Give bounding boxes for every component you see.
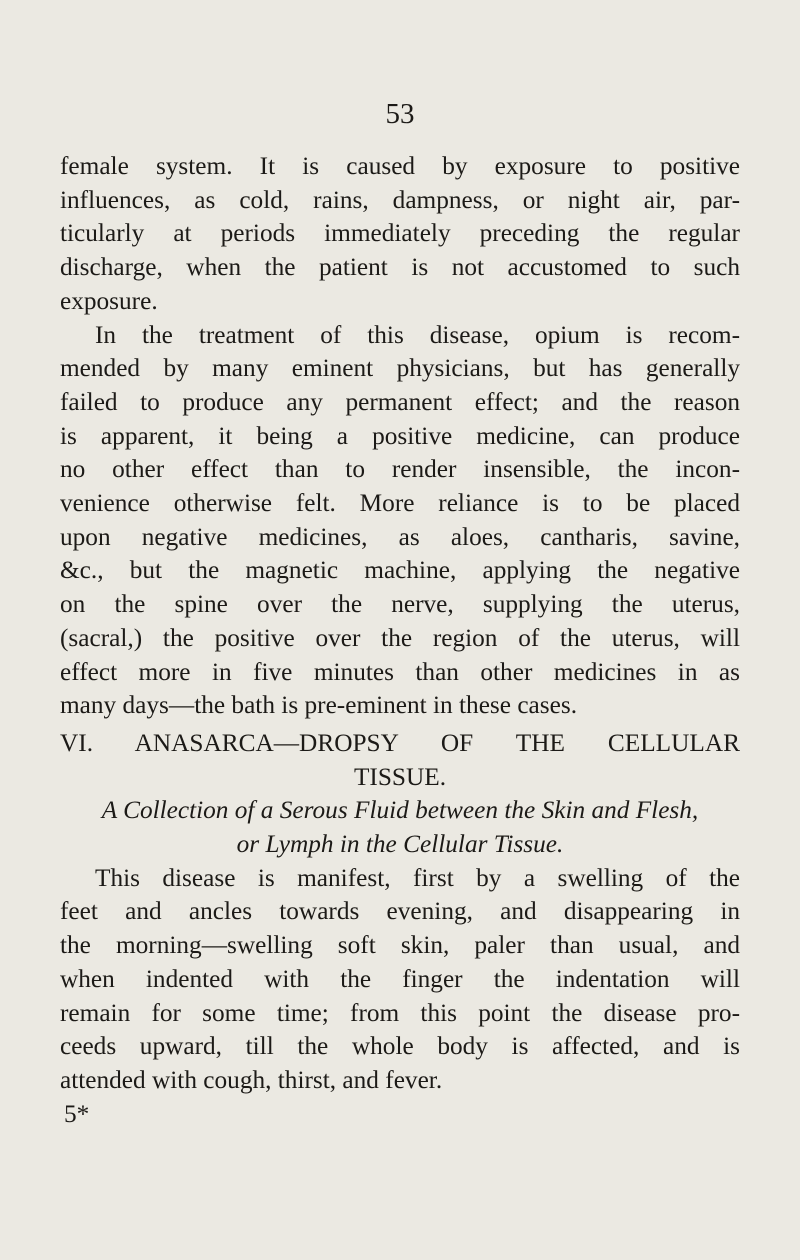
text-line: ceeds upward, till the whole body is affected, and is: [60, 1032, 740, 1061]
signature-mark: 5*: [64, 1099, 90, 1128]
text-line: many days—the bath is pre-eminent in these cases.: [60, 691, 578, 720]
page-number: 53: [385, 98, 415, 130]
section-title-continued: TISSUE.: [353, 762, 447, 791]
paragraph-description: [60, 862, 740, 1098]
text-line: In the treatment of this disease, opium is recom-: [95, 320, 740, 349]
text-line: remain for some time; from this point the disease pro-: [60, 998, 740, 1027]
text-line: when indented with the finger the indentation will: [60, 964, 740, 993]
text-line: feet and ancles towards evening, and disappearing in: [60, 897, 740, 926]
text-line: influences, as cold, rains, dampness, or night air, par-: [60, 185, 740, 214]
text-line: female system. It is caused by exposure to positive: [60, 152, 740, 180]
text-line: the morning—swelling soft skin, paler than usual, and: [60, 931, 740, 960]
text-line: effect more in five minutes than other medicines in as: [60, 657, 740, 686]
section-heading: [60, 727, 740, 862]
text-line: discharge, when the patient is not accustomed to such: [60, 253, 740, 282]
paragraph-continuation: [60, 150, 740, 319]
page-body: [60, 150, 740, 1131]
text-line: exposure.: [60, 286, 158, 315]
text-line: failed to produce any permanent effect; and the reason: [60, 387, 740, 416]
section-title: VI. ANASARCA—DROPSY OF THE CELLULAR: [60, 728, 740, 757]
text-line: venience otherwise felt. More reliance is to be placed: [60, 489, 740, 518]
text-line: upon negative medicines, as aloes, cantharis, savine,: [60, 522, 740, 551]
text-line: is apparent, it being a positive medicine, can produce: [60, 421, 740, 450]
text-line: ticularly at periods immediately preceding the regular: [60, 219, 740, 248]
text-line: (sacral,) the positive over the region of the uterus, will: [60, 623, 740, 652]
text-line: on the spine over the nerve, supplying the uterus,: [60, 590, 740, 619]
text-line: mended by many eminent physicians, but has generally: [60, 354, 740, 383]
paragraph-treatment: [60, 319, 740, 723]
text-line: attended with cough, thirst, and fever.: [60, 1065, 443, 1094]
section-subtitle-continued: or Lymph in the Cellular Tissue.: [236, 830, 564, 859]
text-line: &c., but the magnetic machine, applying the negative: [60, 556, 740, 585]
section-subtitle: A Collection of a Serous Fluid between the Skin and Flesh,: [101, 796, 699, 825]
text-line: This disease is manifest, first by a swelling of the: [95, 863, 740, 892]
text-line: no other effect than to render insensible, the incon-: [60, 455, 740, 484]
